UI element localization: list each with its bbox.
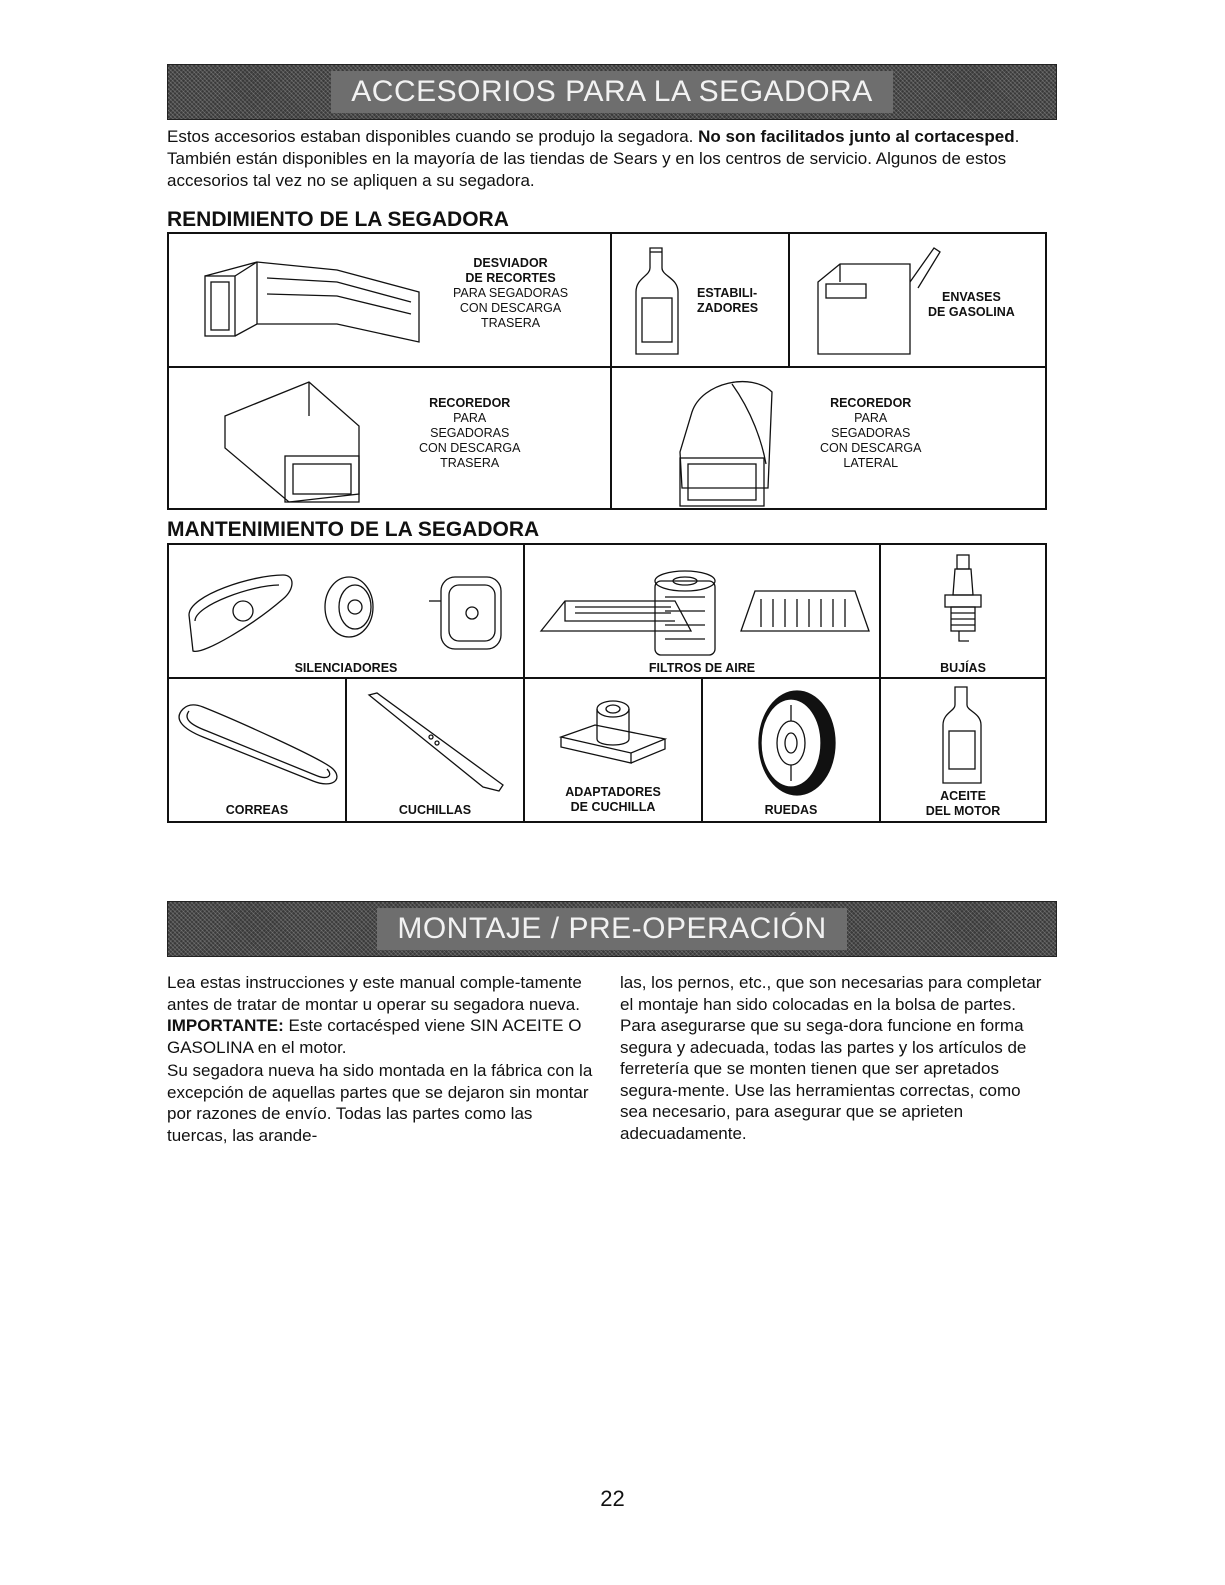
recoredor-trasera-cell (167, 366, 612, 510)
aceite-cell (879, 677, 1047, 823)
bujias-label: BUJÍAS (940, 661, 986, 675)
muffler-icon (183, 555, 513, 663)
intro-paragraph (167, 126, 1047, 192)
section-banner-accesorios (167, 64, 1057, 120)
filtros-label: FILTROS DE AIRE (648, 661, 756, 675)
belt-icon (173, 689, 343, 799)
silenciadores-cell (167, 543, 525, 679)
section-heading-rendimiento: RENDIMIENTO DE LA SEGADORA (167, 208, 509, 231)
page-number: 22 (600, 1486, 625, 1511)
desviador-cell (167, 232, 612, 368)
filtros-cell (523, 543, 881, 679)
ruedas-label: RUEDAS (764, 803, 818, 817)
section-heading-mantenimiento: MANTENIMIENTO DE LA SEGADORA (167, 518, 540, 541)
banner-title-montaje: MONTAJE / PRE-OPERACIÓN (377, 908, 846, 950)
estabilizadores-cell (610, 232, 790, 368)
montaje-left-column (167, 972, 597, 1146)
side-bagger-icon (672, 372, 792, 508)
aceite-label: ACEITE DEL MOTOR (925, 789, 1001, 818)
desviador-label: DESVIADOR DE RECORTES PARA SEGADORAS CON DESCARGA TRASERA (453, 256, 569, 330)
adaptadores-label: ADAPTADORES DE CUCHILLA (565, 785, 661, 814)
wheel-icon (745, 685, 845, 803)
envases-label: ENVASES DE GASOLINA (928, 290, 1015, 319)
envases-cell (788, 232, 1047, 368)
recoredor-trasera-label: RECOREDOR PARA SEGADORAS CON DESCARGA TRASERA (419, 396, 521, 470)
rear-bagger-icon (219, 376, 369, 506)
montaje-left-p3: Su segadora nueva ha sido montada en la fábrica con la excepción de aquellas partes que se dejaron sin montar por razones de envío. Todas las partes como las tuercas, las arande- (167, 1061, 593, 1145)
correas-label: CORREAS (225, 803, 289, 817)
correas-cell (167, 677, 347, 823)
air-filter-icon (535, 551, 875, 659)
blade-adapter-icon (555, 687, 675, 783)
bujias-cell (879, 543, 1047, 679)
cuchillas-cell (345, 677, 525, 823)
oil-bottle-icon (935, 683, 995, 791)
montaje-left-p1: Lea estas instrucciones y este manual comple-tamente antes de tratar de montar u operar su segadora nueva. (167, 973, 582, 1014)
intro-text-2: . También están disponibles en la mayoría de las tiendas de Sears y en los centros de servicio. Algunos de estos accesorios tal vez no se apliquen a su segadora. (167, 127, 1020, 190)
cuchillas-label: CUCHILLAS (398, 803, 472, 817)
spark-plug-icon (933, 551, 993, 655)
montaje-right-column (620, 972, 1050, 1144)
bottle-icon (624, 242, 694, 362)
estabilizadores-label: ESTABILI- ZADORES (697, 286, 759, 315)
montaje-right-p1: las, los pernos, etc., que son necesarias para completar el montaje han sido colocadas en la bolsa de partes. Para asegurarse que su sega-dora funcione en forma segura y adecuada, todas las partes y los artículos de ferretería que se monten tienen que ser apretados segura-mente. Use las herramientas correctas, como sea necesario, para asegurar que se aprieten adecuadamente. (620, 973, 1042, 1143)
adaptadores-cell (523, 677, 703, 823)
banner-title: ACCESORIOS PARA LA SEGADORA (331, 71, 892, 113)
section-banner-montaje (167, 901, 1057, 957)
intro-text-1: Estos accesorios estaban disponibles cuando se produjo la segadora. (167, 127, 699, 146)
recoredor-lateral-label: RECOREDOR PARA SEGADORAS CON DESCARGA LATERAL (820, 396, 922, 470)
silenciadores-label: SILENCIADORES (294, 661, 398, 675)
intro-bold: No son facilitados junto al cortacesped (698, 127, 1015, 146)
blade-icon (363, 689, 513, 799)
recoredor-lateral-cell (610, 366, 1047, 510)
ruedas-cell (701, 677, 881, 823)
montaje-important: IMPORTANTE: Este cortacésped viene SIN ACEITE O GASOLINA en el motor. (167, 1016, 582, 1057)
discharge-deflector-icon (197, 254, 427, 354)
